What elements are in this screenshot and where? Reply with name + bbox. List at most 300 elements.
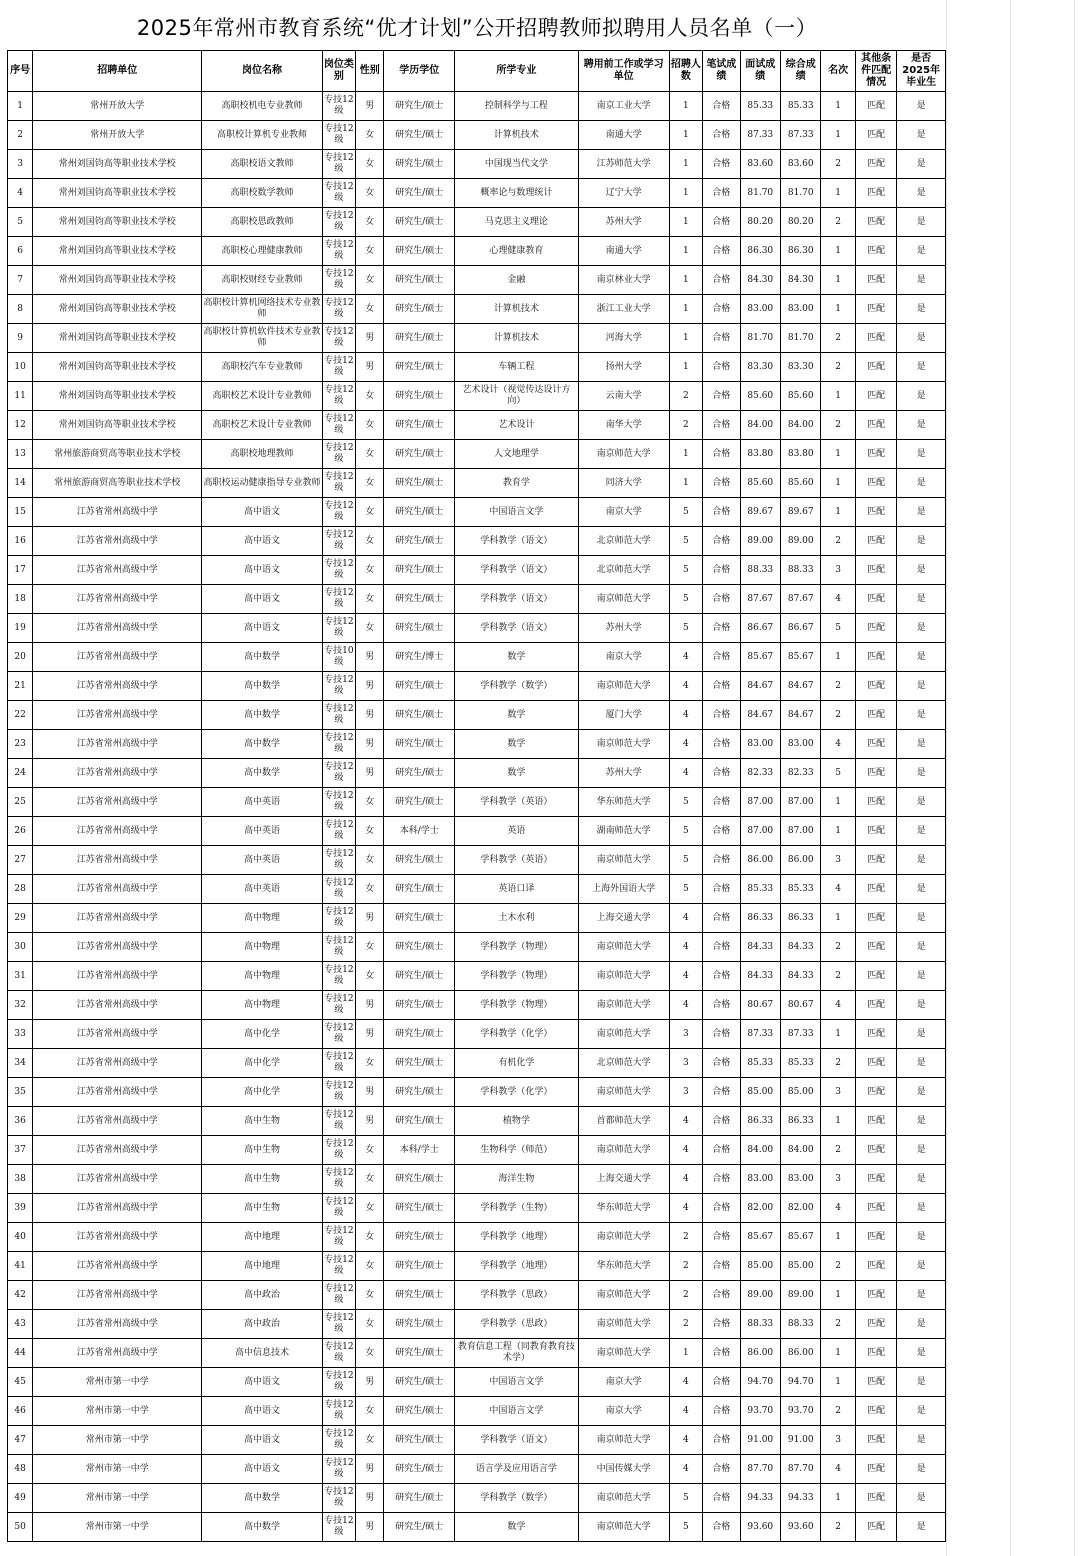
cell-gender: 男 <box>356 1107 384 1136</box>
cell-position: 高职校数学教师 <box>202 179 322 208</box>
cell-written-score: 合格 <box>703 1310 740 1339</box>
header-quota: 招聘人数 <box>669 51 702 92</box>
cell-prior-unit: 南京师范大学 <box>578 1484 669 1513</box>
cell-total-score: 94.70 <box>781 1368 821 1397</box>
cell-index: 27 <box>8 846 33 875</box>
cell-index: 17 <box>8 556 33 585</box>
cell-graduate-2025: 是 <box>897 730 946 759</box>
cell-graduate-2025: 是 <box>897 1397 946 1426</box>
cell-graduate-2025: 是 <box>897 1136 946 1165</box>
cell-interview-score: 84.00 <box>740 411 780 440</box>
cell-graduate-2025: 是 <box>897 701 946 730</box>
cell-prior-unit: 上海交通大学 <box>578 904 669 933</box>
cell-index: 40 <box>8 1223 33 1252</box>
table-row <box>8 382 946 411</box>
header-total-score: 综合成绩 <box>781 51 821 92</box>
cell-major: 计算机技术 <box>455 324 578 353</box>
cell-graduate-2025: 是 <box>897 556 946 585</box>
cell-category: 专技12级 <box>322 121 355 150</box>
cell-rank: 3 <box>821 1078 855 1107</box>
cell-graduate-2025: 是 <box>897 672 946 701</box>
cell-rank: 1 <box>821 1020 855 1049</box>
table-row <box>8 469 946 498</box>
cell-employer: 常州市第一中学 <box>33 1455 202 1484</box>
cell-rank: 2 <box>821 324 855 353</box>
cell-employer: 江苏省常州高级中学 <box>33 1165 202 1194</box>
cell-position: 高中数学 <box>202 759 322 788</box>
cell-prior-unit: 南京师范大学 <box>578 1513 669 1542</box>
cell-position: 高职校计算机专业教师 <box>202 121 322 150</box>
cell-gender: 男 <box>356 672 384 701</box>
cell-prior-unit: 南京林业大学 <box>578 266 669 295</box>
header-category: 岗位类别 <box>322 51 355 92</box>
cell-category: 专技12级 <box>322 179 355 208</box>
cell-written-score: 合格 <box>703 759 740 788</box>
cell-category: 专技12级 <box>322 527 355 556</box>
cell-written-score: 合格 <box>703 237 740 266</box>
cell-employer: 常州旅游商贸高等职业技术学校 <box>33 469 202 498</box>
cell-interview-score: 84.67 <box>740 701 780 730</box>
cell-rank: 4 <box>821 585 855 614</box>
cell-employer: 常州刘国钧高等职业技术学校 <box>33 353 202 382</box>
cell-total-score: 87.67 <box>781 585 821 614</box>
cell-position: 高中语文 <box>202 1455 322 1484</box>
cell-interview-score: 89.00 <box>740 1281 780 1310</box>
cell-interview-score: 85.33 <box>740 92 780 121</box>
cell-other-conditions: 匹配 <box>855 1281 896 1310</box>
cell-degree: 研究生/硕士 <box>384 672 455 701</box>
cell-rank: 2 <box>821 1513 855 1542</box>
cell-major: 学科教学（思政） <box>455 1310 578 1339</box>
cell-employer: 江苏省常州高级中学 <box>33 904 202 933</box>
cell-interview-score: 85.00 <box>740 1078 780 1107</box>
cell-employer: 江苏省常州高级中学 <box>33 701 202 730</box>
cell-quota: 1 <box>669 469 702 498</box>
cell-gender: 女 <box>356 208 384 237</box>
cell-major: 英语 <box>455 817 578 846</box>
cell-other-conditions: 匹配 <box>855 382 896 411</box>
table-row <box>8 817 946 846</box>
cell-category: 专技12级 <box>322 237 355 266</box>
cell-graduate-2025: 是 <box>897 991 946 1020</box>
cell-written-score: 合格 <box>703 411 740 440</box>
cell-gender: 男 <box>356 1368 384 1397</box>
table-row <box>8 1165 946 1194</box>
cell-gender: 男 <box>356 643 384 672</box>
cell-employer: 江苏省常州高级中学 <box>33 1020 202 1049</box>
cell-total-score: 84.00 <box>781 411 821 440</box>
cell-degree: 研究生/硕士 <box>384 237 455 266</box>
cell-category: 专技12级 <box>322 788 355 817</box>
header-written-score: 笔试成绩 <box>703 51 740 92</box>
table-row <box>8 875 946 904</box>
cell-degree: 研究生/硕士 <box>384 875 455 904</box>
table-row <box>8 324 946 353</box>
cell-interview-score: 85.67 <box>740 1223 780 1252</box>
table-row <box>8 672 946 701</box>
cell-employer: 常州市第一中学 <box>33 1484 202 1513</box>
cell-other-conditions: 匹配 <box>855 759 896 788</box>
cell-degree: 本科/学士 <box>384 1136 455 1165</box>
cell-degree: 研究生/硕士 <box>384 962 455 991</box>
cell-category: 专技12级 <box>322 1223 355 1252</box>
table-row <box>8 1223 946 1252</box>
cell-rank: 2 <box>821 701 855 730</box>
table-row <box>8 208 946 237</box>
cell-gender: 女 <box>356 1136 384 1165</box>
cell-index: 28 <box>8 875 33 904</box>
cell-quota: 2 <box>669 1223 702 1252</box>
cell-quota: 4 <box>669 701 702 730</box>
cell-other-conditions: 匹配 <box>855 991 896 1020</box>
cell-other-conditions: 匹配 <box>855 788 896 817</box>
cell-gender: 女 <box>356 933 384 962</box>
cell-total-score: 83.00 <box>781 1165 821 1194</box>
cell-interview-score: 83.00 <box>740 295 780 324</box>
cell-quota: 1 <box>669 150 702 179</box>
cell-degree: 研究生/硕士 <box>384 150 455 179</box>
cell-category: 专技12级 <box>322 150 355 179</box>
cell-prior-unit: 南京师范大学 <box>578 962 669 991</box>
cell-rank: 2 <box>821 411 855 440</box>
cell-total-score: 94.33 <box>781 1484 821 1513</box>
cell-written-score: 合格 <box>703 991 740 1020</box>
cell-rank: 1 <box>821 121 855 150</box>
cell-interview-score: 86.00 <box>740 846 780 875</box>
cell-degree: 研究生/硕士 <box>384 846 455 875</box>
cell-employer: 常州刘国钧高等职业技术学校 <box>33 208 202 237</box>
cell-category: 专技12级 <box>322 1455 355 1484</box>
cell-degree: 研究生/硕士 <box>384 701 455 730</box>
cell-interview-score: 85.60 <box>740 469 780 498</box>
cell-graduate-2025: 是 <box>897 1339 946 1368</box>
cell-other-conditions: 匹配 <box>855 1513 896 1542</box>
cell-degree: 研究生/硕士 <box>384 1252 455 1281</box>
cell-interview-score: 87.00 <box>740 788 780 817</box>
cell-prior-unit: 南京师范大学 <box>578 1020 669 1049</box>
cell-major: 心理健康教育 <box>455 237 578 266</box>
cell-written-score: 合格 <box>703 1426 740 1455</box>
cell-graduate-2025: 是 <box>897 1194 946 1223</box>
cell-quota: 1 <box>669 121 702 150</box>
cell-quota: 4 <box>669 904 702 933</box>
cell-total-score: 81.70 <box>781 324 821 353</box>
cell-degree: 研究生/硕士 <box>384 498 455 527</box>
cell-graduate-2025: 是 <box>897 1020 946 1049</box>
cell-interview-score: 80.67 <box>740 991 780 1020</box>
cell-employer: 常州刘国钧高等职业技术学校 <box>33 237 202 266</box>
cell-total-score: 85.33 <box>781 92 821 121</box>
cell-index: 25 <box>8 788 33 817</box>
cell-position: 高职校财经专业教师 <box>202 266 322 295</box>
cell-quota: 4 <box>669 962 702 991</box>
table-body <box>8 92 946 1542</box>
cell-quota: 2 <box>669 1252 702 1281</box>
cell-degree: 研究生/硕士 <box>384 1368 455 1397</box>
cell-other-conditions: 匹配 <box>855 1455 896 1484</box>
cell-category: 专技12级 <box>322 469 355 498</box>
cell-gender: 女 <box>356 1281 384 1310</box>
cell-prior-unit: 南京大学 <box>578 643 669 672</box>
cell-prior-unit: 南京师范大学 <box>578 1223 669 1252</box>
cell-total-score: 84.67 <box>781 701 821 730</box>
cell-position: 高中政治 <box>202 1310 322 1339</box>
cell-prior-unit: 辽宁大学 <box>578 179 669 208</box>
cell-employer: 常州市第一中学 <box>33 1426 202 1455</box>
table-row <box>8 1339 946 1368</box>
cell-other-conditions: 匹配 <box>855 1165 896 1194</box>
cell-degree: 研究生/硕士 <box>384 759 455 788</box>
cell-major: 英语口译 <box>455 875 578 904</box>
cell-other-conditions: 匹配 <box>855 295 896 324</box>
cell-major: 学科教学（物理） <box>455 933 578 962</box>
cell-rank: 1 <box>821 1107 855 1136</box>
cell-total-score: 87.00 <box>781 817 821 846</box>
cell-gender: 男 <box>356 353 384 382</box>
cell-written-score: 合格 <box>703 875 740 904</box>
cell-rank: 2 <box>821 962 855 991</box>
cell-position: 高中数学 <box>202 1513 322 1542</box>
cell-gender: 男 <box>356 759 384 788</box>
cell-interview-score: 85.33 <box>740 1049 780 1078</box>
cell-position: 高中英语 <box>202 788 322 817</box>
cell-written-score: 合格 <box>703 179 740 208</box>
cell-index: 15 <box>8 498 33 527</box>
cell-degree: 研究生/硕士 <box>384 1310 455 1339</box>
cell-interview-score: 86.33 <box>740 904 780 933</box>
cell-rank: 1 <box>821 817 855 846</box>
cell-major: 数学 <box>455 759 578 788</box>
cell-major: 数学 <box>455 730 578 759</box>
cell-written-score: 合格 <box>703 353 740 382</box>
cell-total-score: 87.33 <box>781 1020 821 1049</box>
cell-major: 学科教学（化学） <box>455 1020 578 1049</box>
cell-employer: 常州市第一中学 <box>33 1397 202 1426</box>
cell-category: 专技12级 <box>322 1339 355 1368</box>
cell-employer: 江苏省常州高级中学 <box>33 498 202 527</box>
cell-index: 9 <box>8 324 33 353</box>
cell-prior-unit: 华东师范大学 <box>578 788 669 817</box>
cell-employer: 常州刘国钧高等职业技术学校 <box>33 411 202 440</box>
cell-total-score: 88.33 <box>781 556 821 585</box>
cell-major: 土木水利 <box>455 904 578 933</box>
cell-written-score: 合格 <box>703 527 740 556</box>
cell-written-score: 合格 <box>703 92 740 121</box>
cell-total-score: 89.00 <box>781 527 821 556</box>
cell-major: 语言学及应用语言学 <box>455 1455 578 1484</box>
cell-gender: 女 <box>356 440 384 469</box>
cell-other-conditions: 匹配 <box>855 353 896 382</box>
cell-other-conditions: 匹配 <box>855 324 896 353</box>
cell-position: 高中数学 <box>202 643 322 672</box>
cell-prior-unit: 南华大学 <box>578 411 669 440</box>
cell-quota: 4 <box>669 1107 702 1136</box>
cell-prior-unit: 南京工业大学 <box>578 92 669 121</box>
cell-degree: 研究生/硕士 <box>384 1484 455 1513</box>
cell-written-score: 合格 <box>703 295 740 324</box>
cell-total-score: 85.67 <box>781 1223 821 1252</box>
cell-category: 专技12级 <box>322 614 355 643</box>
cell-employer: 江苏省常州高级中学 <box>33 875 202 904</box>
cell-gender: 男 <box>356 701 384 730</box>
cell-gender: 女 <box>356 556 384 585</box>
cell-category: 专技12级 <box>322 92 355 121</box>
cell-position: 高职校机电专业教师 <box>202 92 322 121</box>
cell-total-score: 83.60 <box>781 150 821 179</box>
cell-quota: 5 <box>669 1484 702 1513</box>
cell-written-score: 合格 <box>703 1339 740 1368</box>
cell-major: 学科教学（数学） <box>455 1484 578 1513</box>
cell-written-score: 合格 <box>703 643 740 672</box>
cell-gender: 女 <box>356 382 384 411</box>
cell-position: 高中语文 <box>202 527 322 556</box>
cell-written-score: 合格 <box>703 498 740 527</box>
cell-major: 学科教学（物理） <box>455 991 578 1020</box>
cell-employer: 江苏省常州高级中学 <box>33 1194 202 1223</box>
cell-written-score: 合格 <box>703 266 740 295</box>
candidate-table <box>7 50 946 1542</box>
cell-prior-unit: 南京师范大学 <box>578 440 669 469</box>
cell-rank: 1 <box>821 237 855 266</box>
cell-rank: 4 <box>821 1455 855 1484</box>
cell-other-conditions: 匹配 <box>855 556 896 585</box>
header-interview-score: 面试成绩 <box>740 51 780 92</box>
cell-category: 专技10级 <box>322 643 355 672</box>
cell-graduate-2025: 是 <box>897 353 946 382</box>
cell-category: 专技12级 <box>322 382 355 411</box>
cell-degree: 研究生/硕士 <box>384 411 455 440</box>
cell-other-conditions: 匹配 <box>855 730 896 759</box>
table-row <box>8 411 946 440</box>
cell-prior-unit: 上海交通大学 <box>578 1165 669 1194</box>
cell-gender: 女 <box>356 875 384 904</box>
cell-degree: 研究生/硕士 <box>384 527 455 556</box>
cell-major: 中国语言文学 <box>455 1397 578 1426</box>
cell-other-conditions: 匹配 <box>855 440 896 469</box>
cell-index: 6 <box>8 237 33 266</box>
cell-category: 专技12级 <box>322 962 355 991</box>
cell-position: 高中生物 <box>202 1107 322 1136</box>
cell-index: 43 <box>8 1310 33 1339</box>
table-row <box>8 962 946 991</box>
cell-other-conditions: 匹配 <box>855 817 896 846</box>
header-prior-unit: 聘用前工作或学习单位 <box>578 51 669 92</box>
cell-other-conditions: 匹配 <box>855 585 896 614</box>
cell-major: 学科教学（语文） <box>455 614 578 643</box>
cell-index: 18 <box>8 585 33 614</box>
cell-degree: 研究生/硕士 <box>384 1107 455 1136</box>
cell-category: 专技12级 <box>322 353 355 382</box>
cell-major: 中国语言文学 <box>455 498 578 527</box>
cell-interview-score: 87.33 <box>740 121 780 150</box>
cell-gender: 女 <box>356 1252 384 1281</box>
cell-prior-unit: 南京师范大学 <box>578 991 669 1020</box>
table-row <box>8 1194 946 1223</box>
cell-major: 植物学 <box>455 1107 578 1136</box>
cell-index: 50 <box>8 1513 33 1542</box>
cell-graduate-2025: 是 <box>897 411 946 440</box>
cell-major: 学科教学（地理） <box>455 1252 578 1281</box>
cell-employer: 江苏省常州高级中学 <box>33 1107 202 1136</box>
table-row <box>8 556 946 585</box>
cell-other-conditions: 匹配 <box>855 1136 896 1165</box>
cell-rank: 3 <box>821 556 855 585</box>
cell-index: 8 <box>8 295 33 324</box>
cell-degree: 研究生/硕士 <box>384 179 455 208</box>
cell-interview-score: 85.67 <box>740 643 780 672</box>
cell-employer: 江苏省常州高级中学 <box>33 1223 202 1252</box>
cell-employer: 江苏省常州高级中学 <box>33 1049 202 1078</box>
cell-category: 专技12级 <box>322 1397 355 1426</box>
cell-quota: 5 <box>669 614 702 643</box>
cell-gender: 女 <box>356 846 384 875</box>
cell-index: 47 <box>8 1426 33 1455</box>
cell-position: 高中生物 <box>202 1194 322 1223</box>
cell-interview-score: 83.00 <box>740 1165 780 1194</box>
cell-graduate-2025: 是 <box>897 324 946 353</box>
cell-degree: 研究生/硕士 <box>384 440 455 469</box>
cell-total-score: 85.33 <box>781 1049 821 1078</box>
cell-prior-unit: 河海大学 <box>578 324 669 353</box>
cell-written-score: 合格 <box>703 1281 740 1310</box>
cell-rank: 4 <box>821 730 855 759</box>
cell-written-score: 合格 <box>703 846 740 875</box>
cell-employer: 江苏省常州高级中学 <box>33 1310 202 1339</box>
cell-written-score: 合格 <box>703 556 740 585</box>
cell-interview-score: 84.67 <box>740 672 780 701</box>
cell-gender: 女 <box>356 237 384 266</box>
cell-graduate-2025: 是 <box>897 1252 946 1281</box>
cell-interview-score: 94.70 <box>740 1368 780 1397</box>
cell-prior-unit: 南京师范大学 <box>578 585 669 614</box>
table-row <box>8 1484 946 1513</box>
cell-rank: 4 <box>821 1194 855 1223</box>
cell-employer: 常州市第一中学 <box>33 1368 202 1397</box>
cell-quota: 1 <box>669 179 702 208</box>
cell-interview-score: 89.00 <box>740 527 780 556</box>
cell-gender: 女 <box>356 121 384 150</box>
cell-position: 高中物理 <box>202 933 322 962</box>
cell-total-score: 93.60 <box>781 1513 821 1542</box>
cell-total-score: 85.00 <box>781 1252 821 1281</box>
cell-interview-score: 87.00 <box>740 817 780 846</box>
cell-graduate-2025: 是 <box>897 1078 946 1107</box>
cell-other-conditions: 匹配 <box>855 411 896 440</box>
cell-position: 高中语文 <box>202 1426 322 1455</box>
cell-employer: 常州刘国钧高等职业技术学校 <box>33 324 202 353</box>
cell-degree: 研究生/硕士 <box>384 353 455 382</box>
table-row <box>8 643 946 672</box>
cell-written-score: 合格 <box>703 701 740 730</box>
cell-employer: 江苏省常州高级中学 <box>33 1339 202 1368</box>
cell-rank: 2 <box>821 353 855 382</box>
cell-gender: 女 <box>356 498 384 527</box>
cell-written-score: 合格 <box>703 1165 740 1194</box>
cell-major: 计算机技术 <box>455 295 578 324</box>
cell-position: 高中化学 <box>202 1020 322 1049</box>
cell-graduate-2025: 是 <box>897 150 946 179</box>
cell-category: 专技12级 <box>322 875 355 904</box>
cell-degree: 研究生/硕士 <box>384 266 455 295</box>
cell-quota: 1 <box>669 1339 702 1368</box>
cell-index: 20 <box>8 643 33 672</box>
cell-position: 高中语文 <box>202 614 322 643</box>
cell-position: 高中数学 <box>202 701 322 730</box>
cell-position: 高职校思政教师 <box>202 208 322 237</box>
cell-rank: 1 <box>821 266 855 295</box>
cell-category: 专技12级 <box>322 1078 355 1107</box>
cell-degree: 研究生/硕士 <box>384 1020 455 1049</box>
